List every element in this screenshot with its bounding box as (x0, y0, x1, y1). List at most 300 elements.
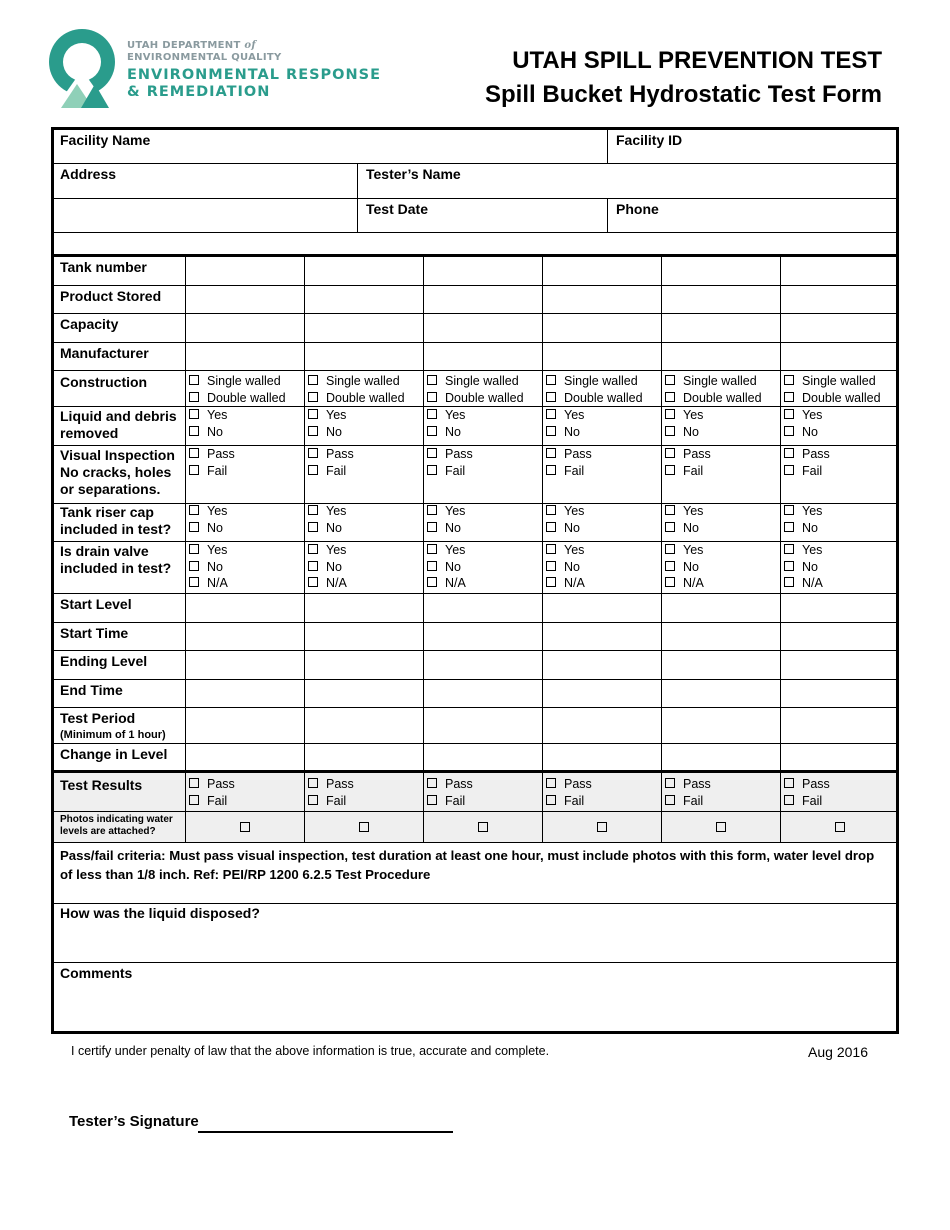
option-label: Pass (207, 777, 235, 791)
option-label: Yes (445, 408, 466, 422)
checkbox[interactable] (427, 795, 437, 805)
row-label-tank-number: Tank number (60, 259, 147, 275)
liquid-removed-yes-option[interactable] (308, 407, 346, 424)
grid-line-h (51, 285, 899, 286)
checkbox[interactable] (427, 778, 437, 788)
grid-line-h-thick (51, 770, 899, 773)
liquid-removed-no-option[interactable] (665, 424, 703, 441)
checkbox[interactable] (665, 505, 675, 515)
option-label: Pass (326, 777, 354, 791)
liquid-disposal-field[interactable]: How was the liquid disposed? (60, 905, 260, 921)
comments-field[interactable]: Comments (60, 965, 133, 981)
row-label-photos-attached: Photos indicating water levels are attached? (60, 814, 173, 837)
drain-valve-options-tank-2 (308, 542, 347, 592)
visual-inspection-pass-option[interactable] (308, 446, 354, 463)
option-label: Fail (326, 793, 347, 808)
deq-logo-icon (47, 26, 119, 110)
checkbox[interactable] (189, 544, 199, 554)
option-label: Pass (207, 447, 235, 461)
checkbox[interactable] (546, 505, 556, 515)
option-label: Yes (326, 408, 347, 422)
construction-single-walled-option[interactable] (427, 373, 524, 390)
logo-line-2: ENVIRONMENTAL QUALITY (127, 52, 282, 63)
checkbox[interactable] (427, 561, 437, 571)
grid-line-h (51, 503, 899, 504)
checkbox[interactable] (427, 392, 437, 402)
option-label: No (445, 520, 461, 535)
riser-cap-options-tank-2 (308, 503, 346, 536)
liquid-removed-yes-option[interactable] (189, 407, 227, 424)
grid-line-h (51, 593, 899, 594)
checkbox[interactable] (665, 448, 675, 458)
row-label-drain-valve: Is drain valve included in test? (60, 543, 172, 576)
construction-double-walled-option[interactable] (427, 390, 524, 407)
checkbox[interactable] (189, 522, 199, 532)
checkbox[interactable] (784, 392, 794, 402)
option-label: Single walled (802, 374, 876, 388)
checkbox[interactable] (665, 392, 675, 402)
grid-line-h (51, 406, 899, 407)
shade-photos (54, 812, 896, 842)
test-result-pass-option[interactable] (546, 776, 592, 793)
drain-valve-yes-option[interactable] (427, 542, 466, 559)
row-label-change-in-level: Change in Level (60, 746, 168, 762)
option-label: Yes (564, 408, 585, 422)
checkbox[interactable] (546, 426, 556, 436)
option-label: No (207, 520, 223, 535)
visual-inspection-fail-option[interactable] (784, 463, 830, 480)
checkbox[interactable] (308, 561, 318, 571)
option-label: N/A (802, 576, 823, 590)
construction-options-tank-6 (784, 373, 881, 406)
riser-cap-no-option[interactable] (546, 520, 584, 537)
liquid-removed-no-option[interactable] (546, 424, 584, 441)
option-label: Fail (564, 463, 585, 478)
option-label: No (802, 520, 818, 535)
checkbox[interactable] (784, 409, 794, 419)
checkbox[interactable] (427, 465, 437, 475)
grid-line-h (51, 541, 899, 542)
drain-valve-no-option[interactable] (665, 559, 704, 576)
liquid-removed-no-option[interactable] (427, 424, 465, 441)
checkbox[interactable] (665, 561, 675, 571)
row-label-start-level: Start Level (60, 596, 132, 612)
liquid-removed-yes-option[interactable] (784, 407, 822, 424)
construction-single-walled-option[interactable] (784, 373, 881, 390)
photos-attached-checkbox-tank-3[interactable] (478, 822, 488, 832)
test-result-fail-option[interactable] (189, 793, 235, 810)
liquid-removed-options-tank-5 (665, 407, 703, 440)
construction-double-walled-option[interactable] (189, 390, 286, 407)
option-label: Pass (564, 447, 592, 461)
riser-cap-yes-option[interactable] (546, 503, 584, 520)
test-result-fail-option[interactable] (427, 793, 473, 810)
checkbox[interactable] (546, 795, 556, 805)
option-label: Fail (326, 463, 347, 478)
option-label: Double walled (207, 390, 286, 405)
option-label: No (564, 520, 580, 535)
form-frame (51, 127, 899, 1034)
checkbox[interactable] (546, 375, 556, 385)
grid-line-h (51, 313, 899, 314)
drain-valve-na-option[interactable] (546, 575, 585, 592)
row-label-tank-riser-cap: Tank riser cap included in test? (60, 504, 172, 537)
checkbox[interactable] (427, 505, 437, 515)
test-result-pass-option[interactable] (427, 776, 473, 793)
checkbox[interactable] (665, 544, 675, 554)
checkbox[interactable] (784, 426, 794, 436)
grid-line-h (51, 679, 899, 680)
drain-valve-options-tank-4 (546, 542, 585, 592)
checkbox[interactable] (308, 544, 318, 554)
riser-cap-yes-option[interactable] (189, 503, 227, 520)
photos-attached-checkbox-tank-6[interactable] (835, 822, 845, 832)
test-result-pass-option[interactable] (189, 776, 235, 793)
row-label-ending-level: Ending Level (60, 653, 148, 669)
option-label: Yes (802, 543, 823, 557)
liquid-removed-no-option[interactable] (784, 424, 822, 441)
checkbox[interactable] (308, 505, 318, 515)
visual-inspection-pass-option[interactable] (427, 446, 473, 463)
checkbox[interactable] (546, 522, 556, 532)
test-result-pass-option[interactable] (665, 776, 711, 793)
option-label: Yes (326, 543, 347, 557)
checkbox[interactable] (665, 795, 675, 805)
liquid-removed-options-tank-1 (189, 407, 227, 440)
riser-cap-no-option[interactable] (308, 520, 346, 537)
option-label: Double walled (802, 390, 881, 405)
test-result-fail-option[interactable] (784, 793, 830, 810)
checkbox[interactable] (784, 778, 794, 788)
option-label: Double walled (326, 390, 405, 405)
signature-label: Tester’s Signature (69, 1113, 199, 1130)
certification-statement: I certify under penalty of law that the above information is true, accurate and complete. (71, 1044, 550, 1058)
checkbox[interactable] (784, 505, 794, 515)
grid-line-v (607, 130, 608, 163)
row-label-test-period: Test Period (Minimum of 1 hour) (60, 710, 166, 741)
test-result-fail-option[interactable] (546, 793, 592, 810)
liquid-removed-no-option[interactable] (189, 424, 227, 441)
grid-line-h (51, 622, 899, 623)
checkbox[interactable] (189, 577, 199, 587)
checkbox[interactable] (189, 426, 199, 436)
test-result-pass-option[interactable] (308, 776, 354, 793)
construction-single-walled-option[interactable] (308, 373, 405, 390)
row-label-end-time: End Time (60, 682, 123, 698)
option-label: Double walled (445, 390, 524, 405)
checkbox[interactable] (546, 577, 556, 587)
riser-cap-yes-option[interactable] (665, 503, 703, 520)
visual-inspection-pass-option[interactable] (546, 446, 592, 463)
checkbox[interactable] (784, 795, 794, 805)
checkbox[interactable] (189, 392, 199, 402)
riser-cap-no-option[interactable] (784, 520, 822, 537)
construction-single-walled-option[interactable] (546, 373, 643, 390)
photos-attached-checkbox-tank-2[interactable] (359, 822, 369, 832)
visual-inspection-fail-option[interactable] (427, 463, 473, 480)
riser-cap-no-option[interactable] (665, 520, 703, 537)
liquid-removed-no-option[interactable] (308, 424, 346, 441)
visual-inspection-pass-option[interactable] (189, 446, 235, 463)
facility-id-field[interactable]: Facility ID (616, 132, 683, 148)
drain-valve-no-option[interactable] (189, 559, 228, 576)
drain-valve-yes-option[interactable] (784, 542, 823, 559)
liquid-removed-yes-option[interactable] (546, 407, 584, 424)
checkbox[interactable] (546, 465, 556, 475)
checkbox[interactable] (427, 448, 437, 458)
riser-cap-options-tank-1 (189, 503, 227, 536)
photos-attached-checkbox-tank-5[interactable] (716, 822, 726, 832)
facility-name-field[interactable]: Facility Name (60, 132, 151, 148)
checkbox[interactable] (546, 448, 556, 458)
test-result-fail-option[interactable] (665, 793, 711, 810)
visual-inspection-options-tank-5 (665, 446, 711, 479)
riser-cap-options-tank-4 (546, 503, 584, 536)
drain-valve-no-option[interactable] (546, 559, 585, 576)
construction-double-walled-option[interactable] (546, 390, 643, 407)
checkbox[interactable] (189, 409, 199, 419)
option-label: Yes (445, 543, 466, 557)
drain-valve-yes-option[interactable] (665, 542, 704, 559)
checkbox[interactable] (308, 522, 318, 532)
construction-options-tank-2 (308, 373, 405, 406)
drain-valve-no-option[interactable] (784, 559, 823, 576)
checkbox[interactable] (189, 795, 199, 805)
row-label-test-results: Test Results (60, 777, 143, 793)
liquid-removed-yes-option[interactable] (427, 407, 465, 424)
option-label: Pass (564, 777, 592, 791)
checkbox[interactable] (546, 409, 556, 419)
option-label: Single walled (326, 374, 400, 388)
checkbox[interactable] (308, 577, 318, 587)
option-label: Fail (445, 463, 466, 478)
grid-line-h (51, 232, 899, 233)
option-label: Single walled (445, 374, 519, 388)
drain-valve-na-option[interactable] (784, 575, 823, 592)
checkbox[interactable] (189, 561, 199, 571)
grid-line-v (185, 256, 186, 842)
drain-valve-na-option[interactable] (189, 575, 228, 592)
construction-double-walled-option[interactable] (784, 390, 881, 407)
riser-cap-no-option[interactable] (427, 520, 465, 537)
option-label: Pass (445, 447, 473, 461)
checkbox[interactable] (784, 465, 794, 475)
visual-inspection-fail-option[interactable] (189, 463, 235, 480)
form-title (485, 44, 882, 112)
checkbox[interactable] (308, 778, 318, 788)
checkbox[interactable] (784, 522, 794, 532)
checkbox[interactable] (665, 465, 675, 475)
visual-inspection-pass-option[interactable] (784, 446, 830, 463)
riser-cap-options-tank-3 (427, 503, 465, 536)
grid-line-h (51, 445, 899, 446)
grid-line-v (357, 163, 358, 232)
grid-line-h (51, 342, 899, 343)
option-label: Yes (802, 504, 823, 518)
row-label-construction: Construction (60, 374, 148, 390)
checkbox[interactable] (308, 448, 318, 458)
option-label: No (326, 424, 342, 439)
checkbox[interactable] (784, 448, 794, 458)
drain-valve-na-option[interactable] (427, 575, 466, 592)
liquid-removed-options-tank-6 (784, 407, 822, 440)
option-label: N/A (683, 576, 704, 590)
grid-line-v (423, 256, 424, 842)
checkbox[interactable] (784, 577, 794, 587)
checkbox[interactable] (665, 778, 675, 788)
test-result-pass-option[interactable] (784, 776, 830, 793)
checkbox[interactable] (427, 426, 437, 436)
option-label: No (564, 424, 580, 439)
row-label-manufacturer: Manufacturer (60, 345, 149, 361)
drain-valve-na-option[interactable] (308, 575, 347, 592)
riser-cap-no-option[interactable] (189, 520, 227, 537)
drain-valve-yes-option[interactable] (308, 542, 347, 559)
row-label-capacity: Capacity (60, 316, 119, 332)
drain-valve-options-tank-5 (665, 542, 704, 592)
option-label: Single walled (207, 374, 281, 388)
test-result-fail-option[interactable] (308, 793, 354, 810)
option-label: Fail (207, 793, 228, 808)
option-label: No (326, 520, 342, 535)
grid-line-h (51, 198, 899, 199)
checkbox[interactable] (189, 375, 199, 385)
visual-inspection-fail-option[interactable] (665, 463, 711, 480)
drain-valve-yes-option[interactable] (546, 542, 585, 559)
photos-attached-checkbox-tank-1[interactable] (240, 822, 250, 832)
option-label: Fail (683, 793, 704, 808)
construction-double-walled-option[interactable] (665, 390, 762, 407)
option-label: Yes (207, 408, 228, 422)
riser-cap-yes-option[interactable] (784, 503, 822, 520)
checkbox[interactable] (665, 577, 675, 587)
checkbox[interactable] (665, 375, 675, 385)
grid-line-h (51, 650, 899, 651)
construction-options-tank-1 (189, 373, 286, 406)
test-result-options-tank-1 (189, 776, 235, 809)
option-label: Fail (802, 793, 823, 808)
option-label: Single walled (683, 374, 757, 388)
signature-line[interactable] (198, 1131, 453, 1133)
pass-fail-criteria: Pass/fail criteria: Must pass visual inspection, test duration at least one hour, must include photos with this form, water level drop of less than 1/8 inch. Ref: PEI/RP 1200 6.2.5 Test Procedure (60, 848, 875, 882)
option-label: Yes (802, 408, 823, 422)
visual-inspection-fail-option[interactable] (308, 463, 354, 480)
visual-inspection-options-tank-6 (784, 446, 830, 479)
test-result-options-tank-5 (665, 776, 711, 809)
liquid-removed-options-tank-4 (546, 407, 584, 440)
checkbox[interactable] (784, 561, 794, 571)
checkbox[interactable] (308, 375, 318, 385)
checkbox[interactable] (427, 409, 437, 419)
checkbox[interactable] (427, 375, 437, 385)
photos-attached-checkbox-tank-4[interactable] (597, 822, 607, 832)
liquid-removed-options-tank-3 (427, 407, 465, 440)
checkbox[interactable] (308, 392, 318, 402)
checkbox[interactable] (665, 409, 675, 419)
visual-inspection-options-tank-3 (427, 446, 473, 479)
checkbox[interactable] (784, 375, 794, 385)
visual-inspection-fail-option[interactable] (546, 463, 592, 480)
checkbox[interactable] (665, 522, 675, 532)
drain-valve-options-tank-1 (189, 542, 228, 592)
construction-single-walled-option[interactable] (189, 373, 286, 390)
riser-cap-yes-option[interactable] (308, 503, 346, 520)
grid-line-h (51, 743, 899, 744)
visual-inspection-pass-option[interactable] (665, 446, 711, 463)
checkbox[interactable] (546, 392, 556, 402)
riser-cap-options-tank-6 (784, 503, 822, 536)
drain-valve-na-option[interactable] (665, 575, 704, 592)
option-label: Yes (564, 504, 585, 518)
grid-line-v (661, 256, 662, 842)
checkbox[interactable] (546, 561, 556, 571)
drain-valve-yes-option[interactable] (189, 542, 228, 559)
testers-name-field[interactable]: Tester’s Name (366, 166, 461, 182)
option-label: Pass (683, 777, 711, 791)
option-label: N/A (326, 576, 347, 590)
checkbox[interactable] (189, 778, 199, 788)
checkbox[interactable] (546, 544, 556, 554)
option-label: No (683, 559, 699, 574)
construction-double-walled-option[interactable] (308, 390, 405, 407)
test-result-options-tank-2 (308, 776, 354, 809)
grid-line-h (51, 707, 899, 708)
grid-line-h-thick (51, 254, 899, 257)
checkbox[interactable] (427, 544, 437, 554)
drain-valve-options-tank-3 (427, 542, 466, 592)
construction-single-walled-option[interactable] (665, 373, 762, 390)
checkbox[interactable] (189, 448, 199, 458)
option-label: Yes (564, 543, 585, 557)
address-field[interactable]: Address (60, 166, 117, 182)
test-result-options-tank-3 (427, 776, 473, 809)
checkbox[interactable] (784, 544, 794, 554)
construction-options-tank-4 (546, 373, 643, 406)
visual-inspection-options-tank-4 (546, 446, 592, 479)
row-label-start-time: Start Time (60, 625, 129, 641)
option-label: No (207, 559, 223, 574)
phone-field[interactable]: Phone (616, 201, 659, 217)
option-label: Yes (207, 504, 228, 518)
test-date-field[interactable]: Test Date (366, 201, 428, 217)
logo-line-1: UTAH DEPARTMENT of (127, 40, 256, 51)
checkbox[interactable] (427, 522, 437, 532)
checkbox[interactable] (308, 409, 318, 419)
riser-cap-yes-option[interactable] (427, 503, 465, 520)
checkbox[interactable] (427, 577, 437, 587)
liquid-removed-yes-option[interactable] (665, 407, 703, 424)
construction-options-tank-5 (665, 373, 762, 406)
grid-line-h (51, 370, 899, 371)
row-label-product-stored: Product Stored (60, 288, 162, 304)
checkbox[interactable] (546, 778, 556, 788)
deq-logo (47, 26, 387, 110)
drain-valve-options-tank-6 (784, 542, 823, 592)
row-label-liquid-removed: Liquid and debris removed (60, 408, 177, 441)
checkbox[interactable] (189, 505, 199, 515)
option-label: Fail (445, 793, 466, 808)
drain-valve-no-option[interactable] (427, 559, 466, 576)
option-label: No (445, 559, 461, 574)
checkbox[interactable] (665, 426, 675, 436)
checkbox[interactable] (189, 465, 199, 475)
checkbox[interactable] (308, 465, 318, 475)
checkbox[interactable] (308, 426, 318, 436)
checkbox[interactable] (308, 795, 318, 805)
drain-valve-no-option[interactable] (308, 559, 347, 576)
option-label: Yes (683, 504, 704, 518)
row-label-visual-inspection: Visual Inspection No cracks, holes or separations. (60, 447, 175, 497)
